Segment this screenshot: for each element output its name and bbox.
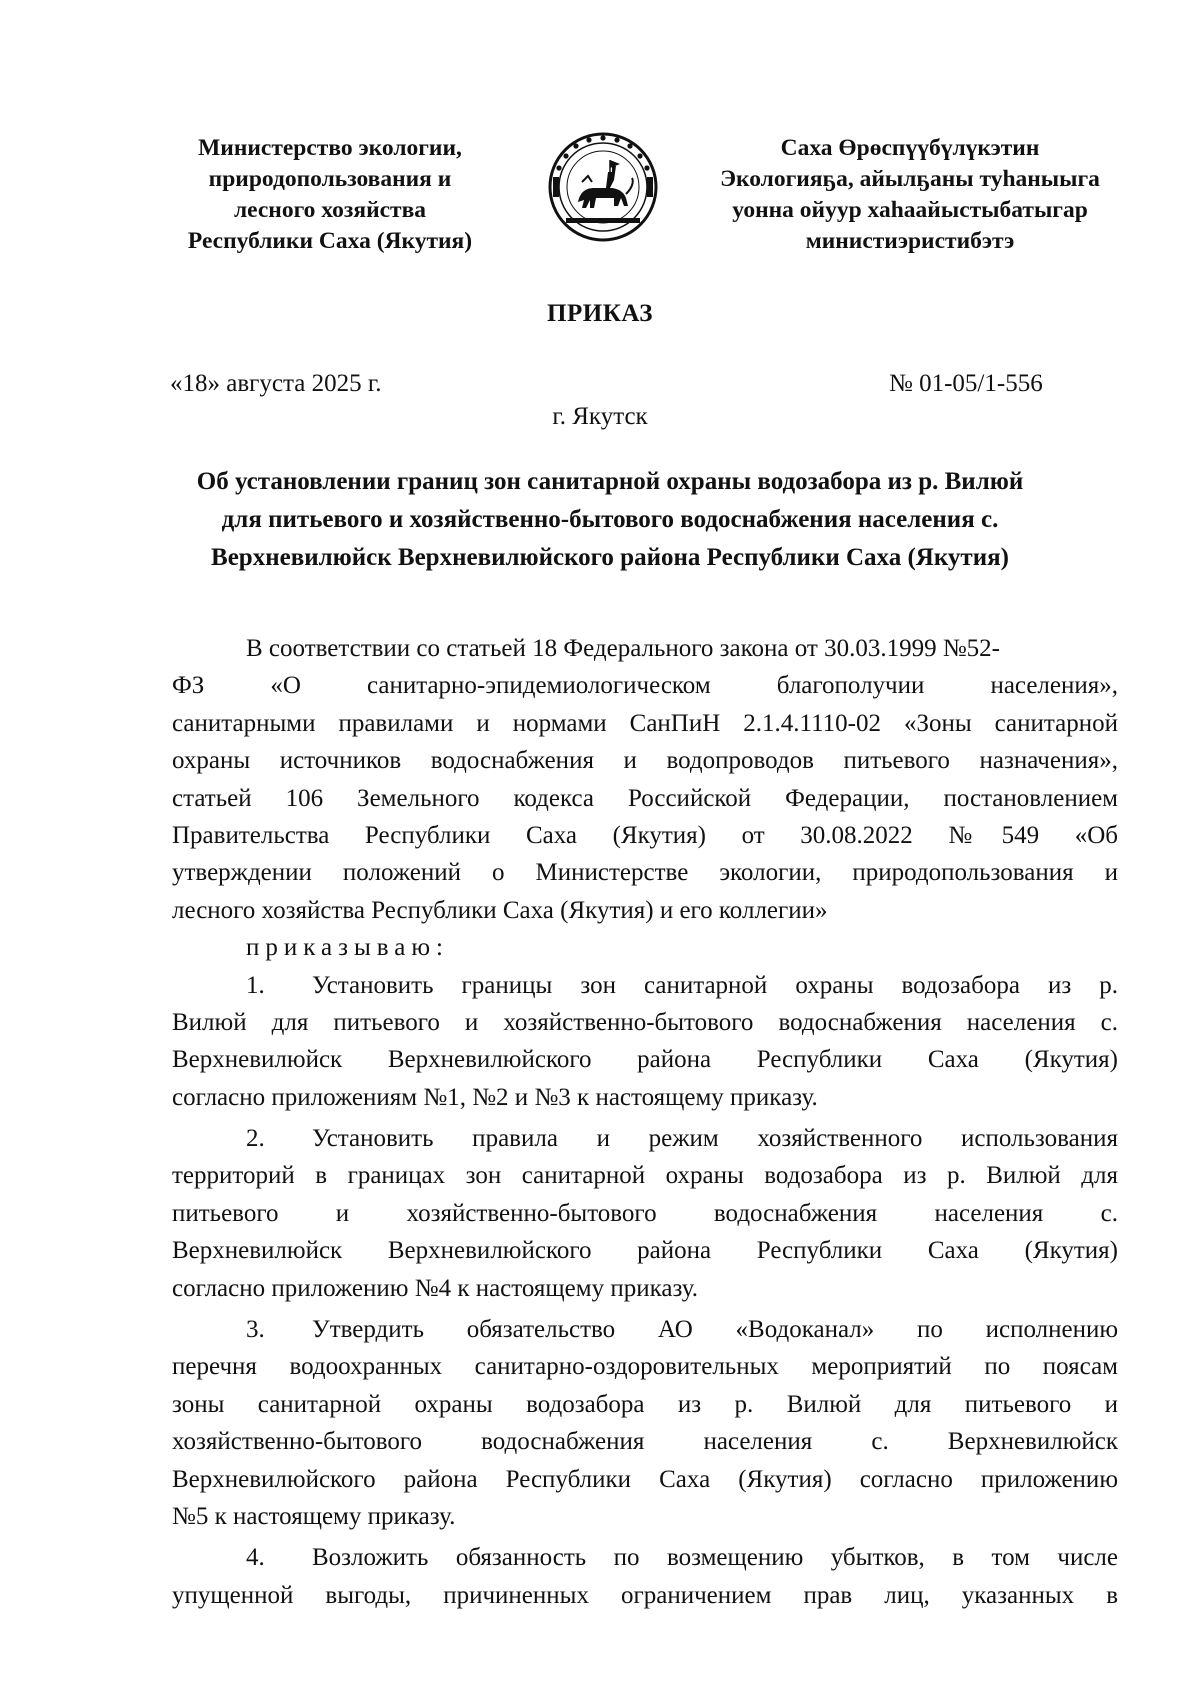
order-item-4 bbox=[172, 1539, 1118, 1576]
preamble-line: В соответствии со статьей 18 Федерального закона от 30.03.1999 №52- bbox=[246, 635, 1000, 662]
preamble-line: утверждении положений о Министерстве экологии, природопользования и bbox=[172, 859, 1118, 887]
preamble-line: санитарными правилами и нормами СанПиН 2.1.4.1110-02 «Зоны санитарной bbox=[172, 709, 1118, 737]
ministry-name-sakha bbox=[700, 133, 1120, 257]
ministry-name-sakha-line: уонна ойуур хаһаайыстыбатыгар bbox=[732, 197, 1088, 223]
item-line: Верхневилюйск Верхневилюйского района Республики Саха (Якутия) bbox=[172, 1046, 1118, 1074]
ministry-name-ru-line: Республики Саха (Якутия) bbox=[187, 228, 473, 254]
subject-line: Об установлении границ зон санитарной охраны водозабора из р. Вилюй bbox=[196, 468, 1024, 495]
ministry-name-sakha-line: Саха Өрөспүүбүлүкэтин bbox=[780, 135, 1040, 161]
item-line: зоны санитарной охраны водозабора из р. Вилюй для питьевого и bbox=[172, 1390, 1118, 1418]
item-number: 2. bbox=[246, 1125, 265, 1153]
item-line: №5 к настоящему приказу. bbox=[172, 1502, 456, 1530]
preamble-line: ФЗ «О санитарно-эпидемиологическом благополучии населения», bbox=[172, 672, 1118, 700]
item-line: хозяйственно-бытового водоснабжения населения с. Верхневилюйск bbox=[172, 1428, 1118, 1456]
item-line: Верхневилюйского района Республики Саха (Якутия) согласно приложению bbox=[172, 1465, 1118, 1493]
item-number: 3. bbox=[246, 1316, 265, 1344]
order-item-1 bbox=[172, 967, 1118, 1004]
order-item-2 bbox=[172, 1120, 1118, 1157]
subject-line: Верхневилюйск Верхневилюйского района Республики Саха (Якутия) bbox=[211, 544, 1009, 571]
item-line: территорий в границах зон санитарной охраны водозабора из р. Вилюй для bbox=[172, 1162, 1118, 1190]
ministry-name-ru bbox=[155, 133, 505, 257]
document-title: ПРИКАЗ bbox=[547, 300, 653, 327]
item-line: согласно приложению №4 к настоящему приказу. bbox=[172, 1274, 699, 1302]
item-line: Установить границы зон санитарной охраны водозабора из р. bbox=[312, 971, 1118, 999]
item-line: питьевого и хозяйственно-бытового водоснабжения населения с. bbox=[172, 1199, 1118, 1227]
item-line: Верхневилюйск Верхневилюйского района Республики Саха (Якутия) bbox=[172, 1237, 1118, 1265]
subject-line: для питьевого и хозяйственно-бытового водоснабжения населения с. bbox=[221, 506, 999, 533]
ministry-name-ru-line: Министерство экологии, bbox=[198, 135, 462, 161]
ministry-name-sakha-line: Экологияҕа, айылҕаны туһаныыга bbox=[720, 166, 1100, 192]
order-word: приказываю: bbox=[246, 934, 449, 962]
preamble-line: лесного хозяйства Республики Саха (Якутия) и его коллегии» bbox=[172, 896, 828, 924]
item-number: 1. bbox=[246, 971, 265, 999]
ministry-name-sakha-line: министиэристибэтэ bbox=[805, 228, 1015, 254]
order-item-3 bbox=[172, 1311, 1118, 1348]
document-subject bbox=[160, 463, 1060, 577]
ministry-name-ru-line: природопользования и bbox=[208, 166, 452, 192]
document-city: г. Якутск bbox=[552, 403, 648, 430]
item-line: Утвердить обязательство АО «Водоканал» по исполнению bbox=[312, 1316, 1118, 1344]
item-number: 4. bbox=[246, 1544, 265, 1572]
ministry-name-ru-line: лесного хозяйства bbox=[233, 197, 427, 223]
preamble-line: охраны источников водоснабжения и водопроводов питьевого назначения», bbox=[172, 747, 1118, 775]
sakha-coat-of-arms-icon bbox=[548, 132, 658, 242]
item-line: Возложить обязанность по возмещению убытков, в том числе bbox=[312, 1544, 1118, 1572]
preamble-line: статьей 106 Земельного кодекса Российской Федерации, постановлением bbox=[172, 784, 1118, 812]
item-line: Установить правила и режим хозяйственного использования bbox=[312, 1125, 1118, 1153]
document-body bbox=[172, 630, 1118, 1614]
item-line: Вилюй для питьевого и хозяйственно-бытового водоснабжения населения с. bbox=[172, 1008, 1118, 1036]
document-number: № 01-05/1-556 bbox=[889, 370, 1043, 397]
item-line: упущенной выгоды, причиненных ограничением прав лиц, указанных в bbox=[172, 1581, 1118, 1609]
item-line: перечня водоохранных санитарно-оздоровительных мероприятий по поясам bbox=[172, 1353, 1118, 1381]
preamble-line: Правительства Республики Саха (Якутия) от 30.08.2022 №549 «Об bbox=[172, 821, 1118, 849]
item-line: согласно приложениям №1, №2 и №3 к настоящему приказу. bbox=[172, 1083, 818, 1111]
document-date: «18» августа 2025 г. bbox=[170, 370, 382, 397]
